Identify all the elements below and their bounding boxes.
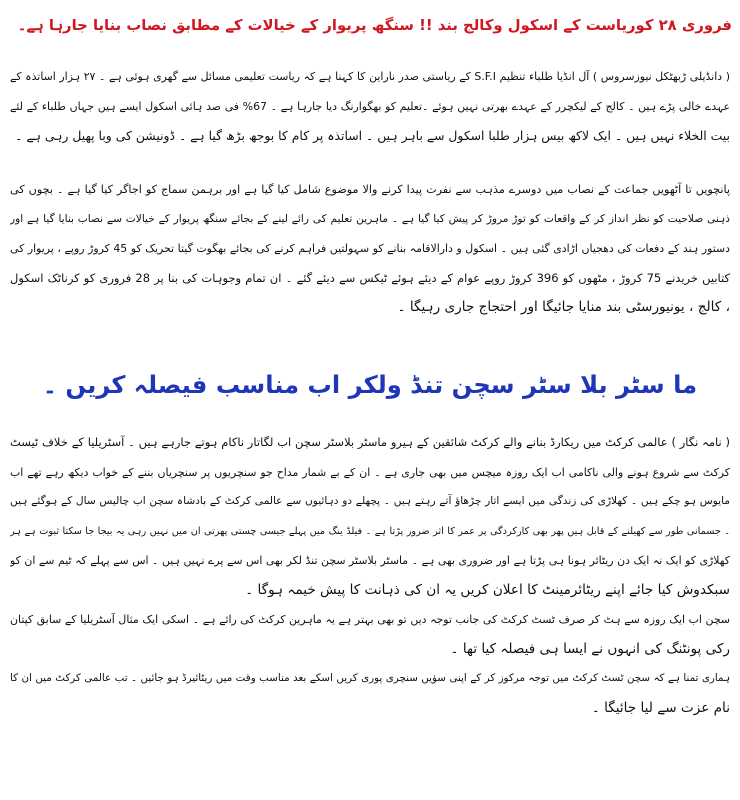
article-line: ( دانڈیلی ڑبھٹکل نیوزسروس ) آل انڈیا طلباء تنظیم S.F.I کے ریاستی صدر ناراین کا کہنا ہے کہ ریاست تعلیمی مسائل سے گھری ہوئی ہے ۔ ۲۷ ہزار اساتذہ کے <box>10 70 730 83</box>
article-line: ذہنی صلاحیت کو نظر انداز کر کے واقعات کو توڑ مروڑ کر پیش کیا گیا ہے ۔ ماہرین تعلیم کی رائے لینے کے بجائے سنگھ پریوار کے خیالات سے نصاب بنایا گیا ہے اور <box>10 212 730 225</box>
article-line: نام عزت سے لیا جائیگا ۔ <box>591 699 730 716</box>
article-line: پانچویں تا آٹھویں جماعت کے نصاب میں دوسرے مذہب سے نفرت پیدا کرنے والا موضوع شامل کیا گیا ہے اور برہمن سماج کو اجاگر کیا گیا ہے ۔ بچوں کی <box>10 183 730 196</box>
article-line: رکی پونٹنگ کی انہوں نے ایسا ہی فیصلہ کیا تھا ۔ <box>450 640 730 657</box>
article-line: عہدے خالی پڑے ہیں ۔ کالج کے لیکچرر کے عہدے بھرتی نہیں ہوئے ۔تعلیم کو بھگوارنگ دیا جارہا ہے ۔ 67% فی صد ہائی اسکول ایسے ہیں جہاں طلباء کے لئے <box>10 99 730 113</box>
article-line: بیت الخلاء نہیں ہیں ۔ ایک لاکھ بیس ہزار طلبا اسکول سے باہر ہیں ۔ اساتذہ پر کام کا بوجھ بڑھ گیا ہے ۔ ڈونیشن کی وبا پھیل رہی ہے ۔ <box>15 128 730 143</box>
article-line: کتابیں خریدنے 75 کروڑ ، مٹھوں کو 396 کروڑ روپے عوام کے دیئے ہوئے ٹیکس سے دیئے گئے ۔ ان تمام وجوہات کی بنا پر 28 فروری کو کرناٹک اسکول <box>10 270 730 285</box>
article-line: ہماری تمنا ہے کہ سچن ٹسٹ کرکٹ میں توجہ مرکوز کر کے اپنی سوٰیں سنچری پوری کریں اسکے بعد مناسب وقت میں ریٹائیرڈ ہو جائیں ۔ تب عالمی کرکٹ میں ان کا <box>10 672 730 684</box>
page-headline: فروری ۲۸ کوریاست کے اسکول وکالج بند !! سنگھ پریوار کے خیالات کے مطابق نصاب بنایا جارہا ہے۔ <box>17 17 732 34</box>
article-education-syllabus <box>10 175 730 323</box>
article-line: مایوس ہو چکے ہیں ۔ کھلاڑی کی زندگی میں ایسے اتار چڑھاؤ آتے رہتے ہیں ۔ پچھلے دو دہائیوں سے عالمی کرکٹ کے بادشاہ سچن اب چالیس سال کے ہوگئے ہیں <box>10 495 730 507</box>
article-line: ( نامہ نگار ) عالمی کرکٹ میں ریکارڈ بنانے والے کرکٹ شائقین کے ہیرو ماسٹر بلاسٹر سچن اب لگاتار ناکام ہوتے جارہے ہیں ۔ آسٹریلیا کے خلاف ٹیسٹ <box>10 435 730 449</box>
article-line: ، کالج ، یونیورسٹی بند منایا جائیگا اور احتجاج جاری رہیگا ۔ <box>397 299 730 315</box>
article-line: ۔ جسمانی طور سے کھیلنے کے قابل ہیں پھر بھی کارکردگی پر عمر کا اثر ضرور پڑتا ہے ۔ فیلڈ ینگ میں پہلے جیسی چستی پھرتی ان میں نہیں رہی یہ بیجا جا سکتا ثبوت ہے ہر <box>10 525 730 537</box>
article-line: کرکٹ سے شروع ہونے والی ناکامی اب ایک روزہ میچس میں بھی جاری ہے ۔ ان کے بے شمار مداح جو سنچریوں پر سنچریاں بننے کے خواب دیکھ رہے تھے اب <box>10 465 730 479</box>
article-line: سبکدوش کیا جائے اپنے ریٹائرمینٹ کا اعلان کریں یہ ان کی ذہانت کا پیش خیمہ ہوگا ۔ <box>245 581 730 598</box>
article-cricket <box>10 428 730 723</box>
article-line: سچن اب ایک روزہ سے ہٹ کر صرف ٹسٹ کرکٹ کی جانب توجہ دیں تو بھی بہتر ہے یہ ماہرین کرکٹ کی رائے ہے ۔ اسکی ایک مثال آسٹریلیا کے سابق کپتان <box>10 613 730 626</box>
article-line: کھلاڑی کو ایک نہ ایک دن ریٹائر ہونا ہی پڑتا ہے اور ضروری بھی ہے ۔ ماسٹر بلاسٹر سچن تنڈ لکر بھی اس سے پرے نہیں ہیں ۔ اس سے پہلے کہ ٹیم سے ان کو <box>10 554 730 567</box>
article-subheadline: ما سٹر بلا سٹر سچن تنڈ ولکر اب مناسب فیصلہ کریں ۔ <box>42 371 698 399</box>
article-line: دستور ہند کے دفعات کی دھجیاں اڑادی گئی ہیں ۔ اسکول و دارالاقامہ بنانے کو سہولتیں فراہم کرنے کی بجائے بھگوت گیتا تحریک کو 45 کروڑ روپے ، پریوار کی <box>10 242 730 255</box>
article-education-intro <box>10 62 730 151</box>
